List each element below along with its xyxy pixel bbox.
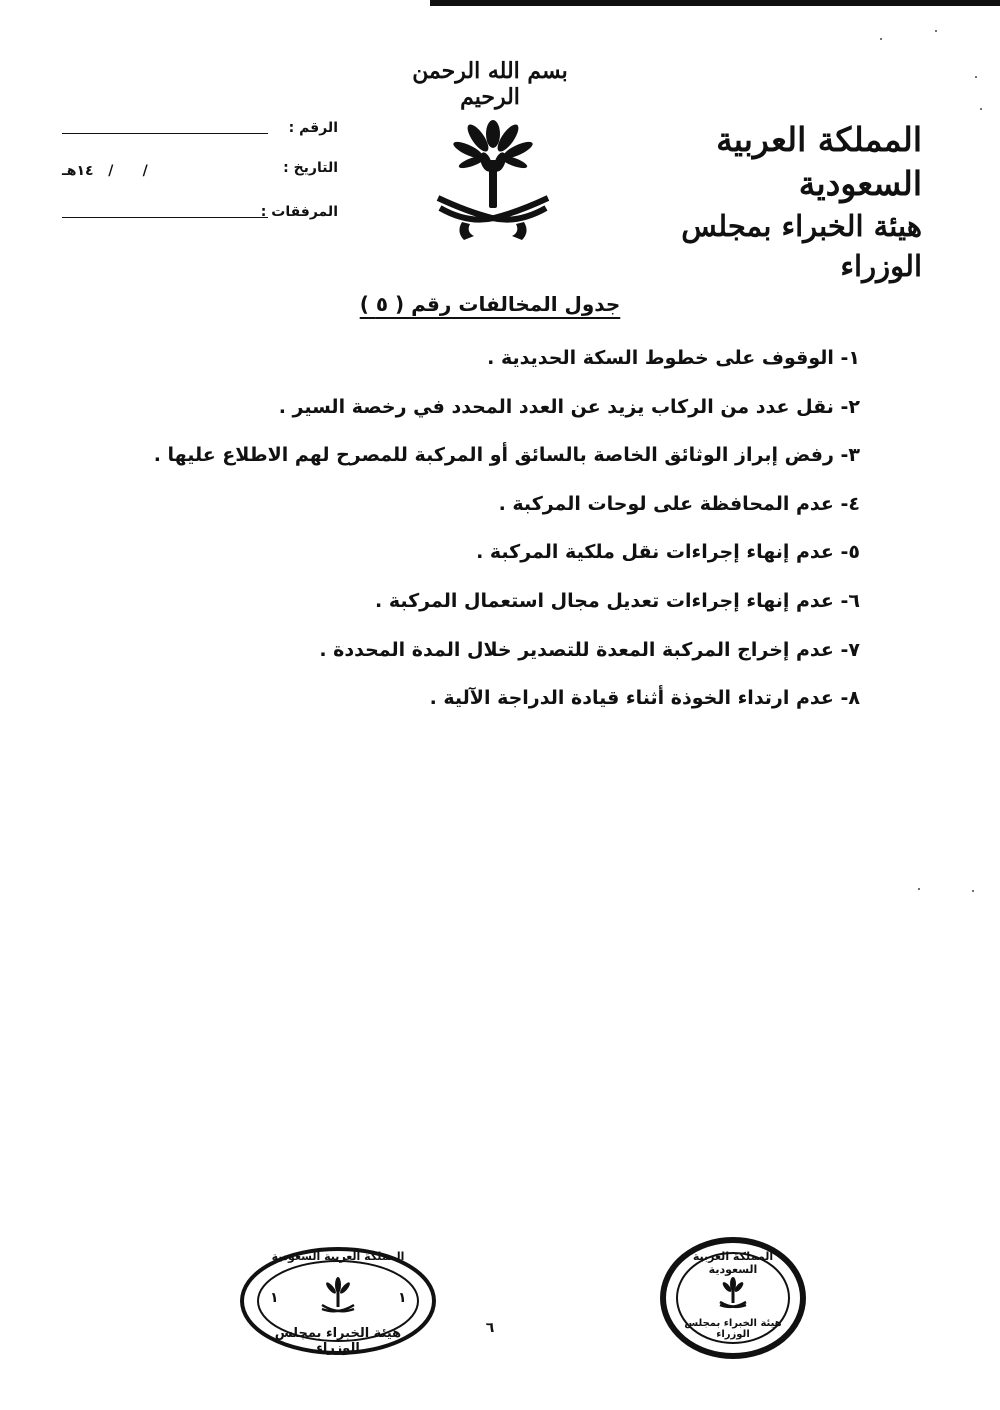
violations-list bbox=[153, 340, 860, 729]
scan-speck bbox=[918, 888, 920, 890]
attachments-field bbox=[62, 204, 338, 224]
page-number: ٦ bbox=[485, 1320, 495, 1336]
right-stamp-top-text: المملكة العربية السعودية bbox=[692, 1250, 774, 1276]
scan-speck bbox=[975, 76, 977, 78]
scan-speck bbox=[972, 890, 974, 892]
authority-name: هيئة الخبراء بمجلس الوزراء bbox=[681, 209, 922, 283]
date-value: ١٤هـ / / bbox=[62, 163, 148, 179]
reference-label: الرقم : bbox=[288, 120, 338, 136]
list-item: ٦- عدم إنهاء إجراءات تعديل مجال استعمال المركبة . bbox=[375, 589, 860, 612]
list-item: ٨- عدم ارتداء الخوذة أثناء قيادة الدراجة الآلية . bbox=[429, 687, 860, 710]
left-stamp-top-text: المملكة العربية السعودية bbox=[271, 1250, 405, 1263]
list-item: ٧- عدم إخراج المركبة المعدة للتصدير خلال المدة المحددة . bbox=[319, 638, 860, 661]
left-stamp-bottom-text: هيئة الخبراء بمجلس الوزراء bbox=[274, 1326, 402, 1356]
list-item: ٣- رفض إبراز الوثائق الخاصة بالسائق أو المركبة للمصرح لهم الاطلاع عليها . bbox=[153, 444, 860, 467]
list-item: ٢- نقل عدد من الركاب يزيد عن العدد المحدد في رخصة السير . bbox=[278, 395, 860, 418]
basmala-heading: بسم الله الرحمن الرحيم bbox=[412, 58, 568, 110]
kingdom-name: المملكة العربية السعودية bbox=[716, 120, 922, 203]
palm-and-swords-emblem-icon bbox=[428, 112, 558, 247]
list-item: ١- الوقوف على خطوط السكة الحديدية . bbox=[487, 347, 860, 369]
attachments-line bbox=[62, 217, 268, 218]
list-item: ٤- عدم المحافظة على لوحات المركبة . bbox=[498, 492, 860, 515]
date-label: التاريخ : bbox=[283, 160, 338, 176]
top-border-rule bbox=[430, 0, 1000, 6]
list-item: ٥- عدم إنهاء إجراءات نقل ملكية المركبة . bbox=[476, 541, 860, 564]
organization-header bbox=[602, 118, 922, 286]
reference-field bbox=[62, 120, 338, 140]
attachments-label: المرفقات : bbox=[260, 204, 338, 220]
right-stamp-bottom-text: هيئة الخبراء بمجلس الوزراء bbox=[684, 1318, 782, 1340]
left-stamp-side-number: ١ bbox=[398, 1290, 407, 1306]
scan-speck bbox=[880, 38, 882, 40]
document-title: جدول المخالفات رقم ( ٥ ) bbox=[359, 292, 621, 316]
scan-speck bbox=[980, 108, 982, 110]
scan-speck bbox=[935, 30, 937, 32]
left-stamp-side-number: ١ bbox=[270, 1290, 279, 1306]
reference-line bbox=[62, 133, 268, 134]
